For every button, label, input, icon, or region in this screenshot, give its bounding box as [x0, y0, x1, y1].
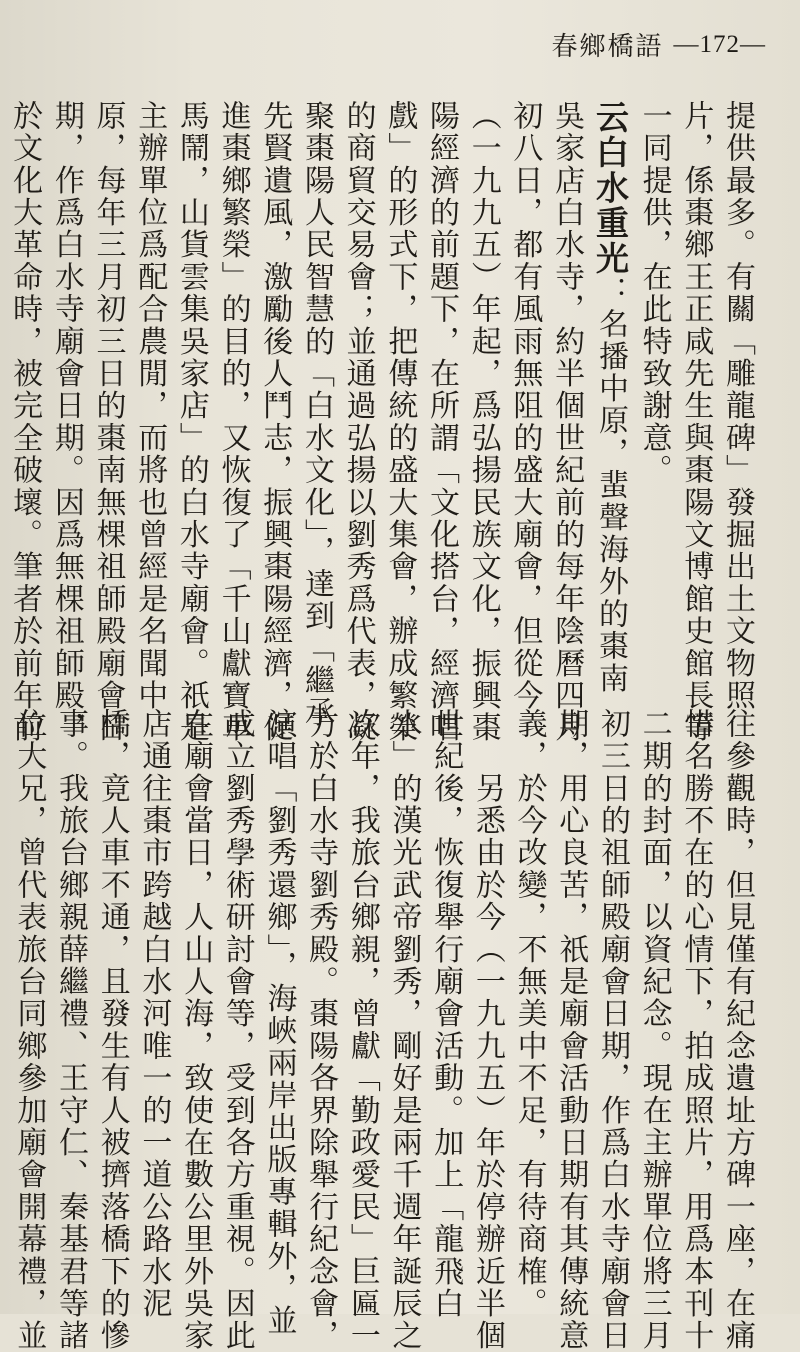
section-body: 吳家店白水寺，約半個世紀前的每年陰曆四月 初八日，都有風雨無阻的盛大廟會，但從今 （一九九五）年起，爲弘揚民族文化，振興棗 陽經濟的前題下，在所謂「文化搭台，經濟唱 戲」的形式下，把傳統的盛大集會，辦成繁榮 的商貿交易會；並通過弘揚以劉秀爲代表，凝 聚棗陽人民智慧的「白水文化」，達到「繼承 先賢遺風，激勵後人鬥志，振興棗陽經濟，促 進棗鄉繁榮」的目的，又恢復了「千山獻寶車 馬鬧，山貨雲集吳家店」的白水寺廟會。祇是 主辦單位爲配合農閒，而將也曾經是名聞中 原，每年三月初三日的棗南無棵祖師殿廟會日 期，作爲白水寺廟會日期。因爲無棵祖師殿， 於文化大革命時，被完全破壞。筆者於前年前: [7, 100, 585, 744]
book-title: 春鄉橋語: [551, 32, 664, 62]
section-title: 云白水重光: [590, 100, 630, 276]
section-intro: ：名播中原，蜚聲海外的棗南: [592, 276, 628, 695]
lower-text-block: [8, 708, 758, 1352]
lower-paragraph-2: 另悉由於今（一九九五）年於停辦近半個 世紀後，恢復舉行廟會活動。加上「龍飛白 水」的漢光武帝劉秀，剛好是兩千週年誕辰之 次年，我旅台鄉親，曾獻「勤政愛民」巨匾一 方於白水寺劉秀殿。棗陽各界除舉行紀念會， 演唱「劉秀還鄉」，海峽兩岸出版專輯外，並 成立劉秀學術研討會等，受到各方重視。因此 在廟會當日，人山人海，致使在數公里外吳家 店通往棗市跨越白水河唯一的一道公路水泥 橋，竟人車不通，且發生有人被擠落橋下的慘 事。我旅台鄉親薛繼禮、王守仁、秦基君等諸 位大兄，曾代表旅台同鄉參加廟會開幕禮，並: [11, 708, 505, 1352]
continuation-paragraph: 提供最多。有關「雕龍碑」發掘出土文物照 片，係棗鄉王正咸先生與棗陽文博館史館長等 一同提供，在此特致謝意。: [636, 100, 755, 744]
page-number: —172—: [673, 30, 766, 58]
lower-paragraph-1: 往參觀時，但見僅有紀念遺址方碑一座，在痛 惜名勝不在的心情下，拍成照片，用爲本刊十 二期的封面，以資紀念。現在主辦單位將三月 初三日的祖師殿廟會日期，作爲白水寺廟會日 期，用心良苦，祇是廟會活動日期有其傳統意 義，於今改變，不無美中不足，有待商榷。: [511, 708, 755, 1352]
upper-text-block: [3, 100, 758, 744]
running-header: [551, 26, 766, 63]
